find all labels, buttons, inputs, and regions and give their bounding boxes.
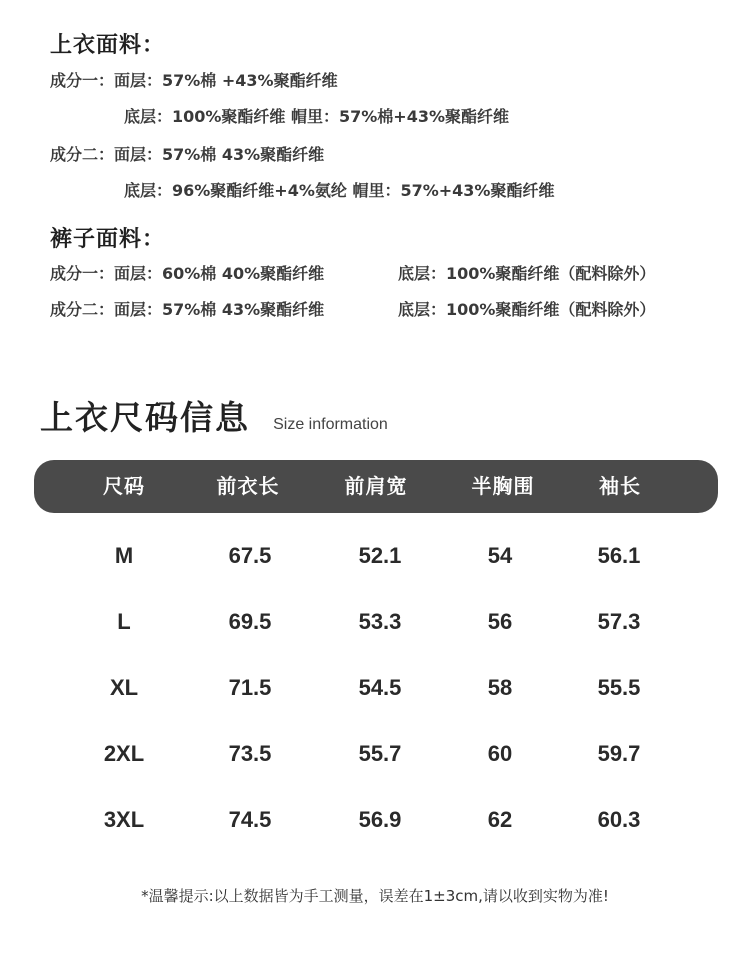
header-size: 尺码 xyxy=(103,474,145,498)
header-shoulder-width: 前肩宽 xyxy=(344,474,408,498)
cell-size: 2XL xyxy=(103,741,145,766)
cell-sleeve-length: 59.7 xyxy=(597,741,641,766)
top-fabric-line-4: 底层：96%聚酯纤维+4%氨纶 帽里：57%+43%聚酯纤维 xyxy=(124,181,555,200)
cell-size: XL xyxy=(109,675,139,700)
pants-fabric-line-1-left: 成分一：面层：60%棉 40%聚酯纤维 xyxy=(50,264,325,283)
cell-size: 3XL xyxy=(103,807,145,832)
cell-shoulder-width: 53.3 xyxy=(358,609,402,634)
size-table-header xyxy=(34,460,718,513)
cell-front-length: 69.5 xyxy=(228,609,272,634)
cell-front-length: 73.5 xyxy=(228,741,272,766)
pants-fabric-line-2-right: 底层：100%聚酯纤维（配料除外） xyxy=(398,300,656,319)
table-row xyxy=(0,800,750,840)
cell-front-length: 67.5 xyxy=(228,543,272,568)
cell-half-chest: 56 xyxy=(487,609,513,634)
size-info-title-group xyxy=(40,392,388,439)
cell-front-length: 74.5 xyxy=(228,807,272,832)
size-info-title: 上衣尺码信息 xyxy=(40,398,250,437)
header-half-chest: 半胸围 xyxy=(471,474,535,498)
cell-sleeve-length: 56.1 xyxy=(597,543,641,568)
header-sleeve-length: 袖长 xyxy=(599,474,641,498)
cell-half-chest: 60 xyxy=(487,741,513,766)
cell-size: M xyxy=(114,543,134,568)
cell-sleeve-length: 60.3 xyxy=(597,807,641,832)
table-row xyxy=(0,734,750,774)
table-row xyxy=(0,602,750,642)
cell-half-chest: 62 xyxy=(487,807,513,832)
cell-shoulder-width: 52.1 xyxy=(358,543,402,568)
pants-fabric-heading: 裤子面料： xyxy=(50,227,166,252)
measurement-note: *温馨提示:以上数据皆为手工测量，误差在1±3cm,请以收到实物为准! xyxy=(141,887,609,905)
pants-fabric-line-1-right: 底层：100%聚酯纤维（配料除外） xyxy=(398,264,656,283)
table-row xyxy=(0,668,750,708)
header-front-length: 前衣长 xyxy=(216,474,280,498)
top-fabric-line-1: 成分一：面层：57%棉 +43%聚酯纤维 xyxy=(50,71,338,90)
top-fabric-line-3: 成分二：面层：57%棉 43%聚酯纤维 xyxy=(50,145,325,164)
cell-half-chest: 54 xyxy=(487,543,513,568)
top-fabric-heading: 上衣面料： xyxy=(50,33,166,58)
top-fabric-line-2: 底层：100%聚酯纤维 帽里：57%棉+43%聚酯纤维 xyxy=(124,107,510,126)
size-info-subtitle: Size information xyxy=(273,416,388,433)
cell-shoulder-width: 55.7 xyxy=(358,741,402,766)
cell-shoulder-width: 56.9 xyxy=(358,807,402,832)
cell-shoulder-width: 54.5 xyxy=(358,675,402,700)
cell-sleeve-length: 57.3 xyxy=(597,609,641,634)
cell-half-chest: 58 xyxy=(487,675,513,700)
cell-size: L xyxy=(117,609,131,634)
pants-fabric-line-2-left: 成分二：面层：57%棉 43%聚酯纤维 xyxy=(50,300,325,319)
cell-front-length: 71.5 xyxy=(228,675,272,700)
cell-sleeve-length: 55.5 xyxy=(597,675,641,700)
table-row xyxy=(0,536,750,576)
